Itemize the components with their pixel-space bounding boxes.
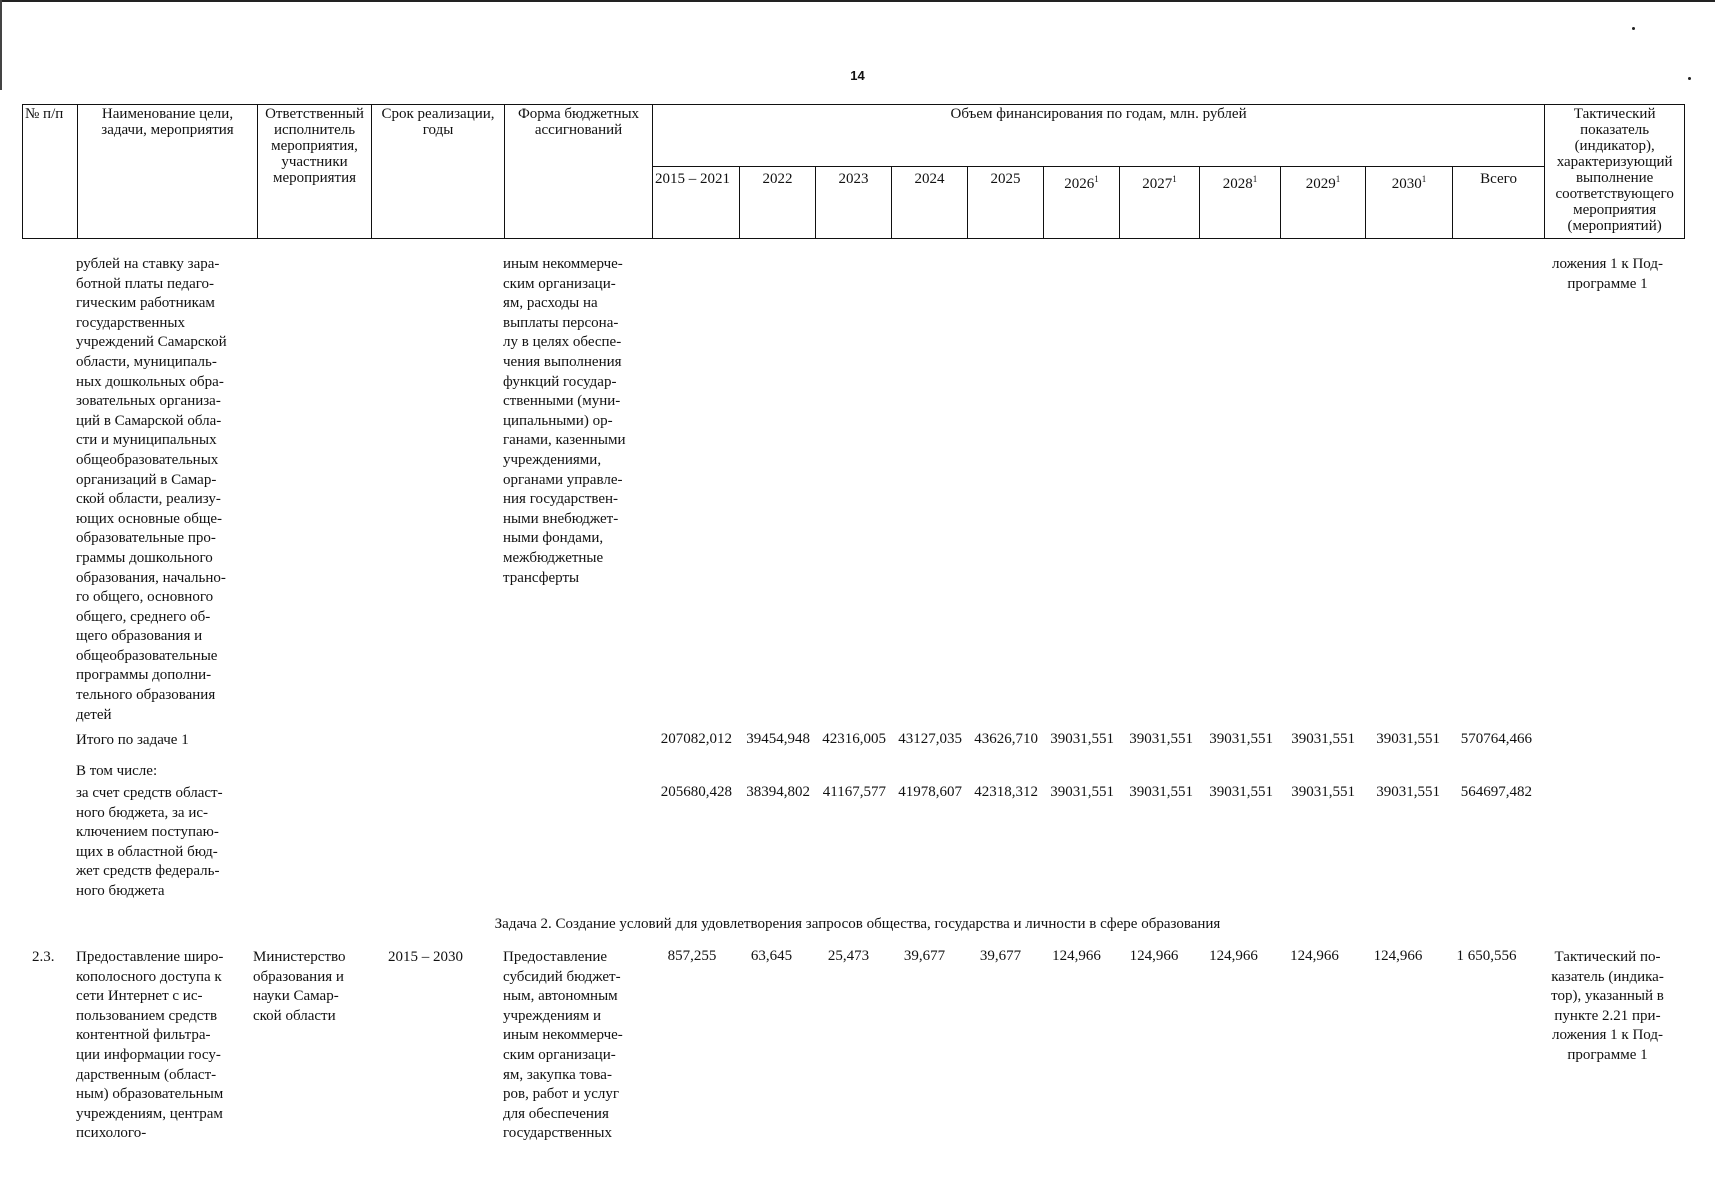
row-2-3-indicator: Тактический по- казатель (индика- тор), указанный в пункте 2.21 при- ложения 1 к Под- программе 1 bbox=[1551, 949, 1664, 1063]
financing-value: 42318,312 bbox=[974, 784, 1038, 800]
cont-row-indicator: ложения 1 к Под- программе 1 bbox=[1552, 256, 1663, 292]
header-year: 2025 bbox=[968, 167, 1044, 239]
header-year: 2015 – 2021 bbox=[653, 167, 740, 239]
financing-value: 39031,551 bbox=[1209, 731, 1273, 747]
financing-value: 38394,802 bbox=[746, 784, 810, 800]
financing-value: 25,473 bbox=[827, 948, 870, 964]
footnote-mark: 1 bbox=[1094, 174, 1099, 184]
footnote-mark: 1 bbox=[1421, 174, 1427, 184]
financing-value: 570764,466 bbox=[1460, 731, 1532, 747]
financing-value: 1 650,556 bbox=[1456, 948, 1517, 964]
row-2-3-form: Предоставление субсидий бюджет- ным, автономным учреждениям и иным некоммерче- ским организаци- ям, закупка това- ров, работ и услуг для обеспечения государственных bbox=[503, 949, 623, 1142]
cont-row-name: рублей на ставку зара- ботной платы педаго- гическим работникам государственных учреждений Самарской области, муниципаль- ных дошкольных обра- зовательных организа- ций в Самарской обла- сти и муниципальных общеобразовательных организаций в Самар- ской области, реализу- ющих основные обще- образовательные про- граммы дошкольного образования, начально- го общего, основного общего, среднего об- щего образования и общеобразовательные программы дополни- тельного образования детей bbox=[76, 256, 227, 723]
financing-value: 39,677 bbox=[979, 948, 1022, 964]
financing-value: 39031,551 bbox=[1129, 731, 1193, 747]
header-col-responsible: Ответственный исполнитель мероприятия, участники мероприятия bbox=[258, 105, 372, 239]
scan-edge-top bbox=[0, 0, 1715, 2]
financing-value: 39031,551 bbox=[1129, 784, 1193, 800]
financing-value: 39031,551 bbox=[1376, 784, 1440, 800]
header-year: 2030$^1$ bbox=[1366, 167, 1453, 239]
financing-value: 39031,551 bbox=[1291, 784, 1355, 800]
cont-row-form: иным некоммерче- ским организаци- ям, расходы на выплаты персона- лу в целях обеспе- чения выполнения функций государ- ственными (муни- ципальными) ор- ганами, казенными учреждениями, органами управле- ния государствен- ными внебюджет- ными фондами, межбюджетные трансферты bbox=[503, 256, 626, 586]
financing-value: 207082,012 bbox=[660, 731, 732, 747]
financing-value: 39031,551 bbox=[1376, 731, 1440, 747]
financing-value: 39031,551 bbox=[1050, 784, 1114, 800]
row-2-3-period: 2015 – 2030 bbox=[388, 949, 463, 965]
header-year: 2028$^1$ bbox=[1200, 167, 1281, 239]
financing-value: 564697,482 bbox=[1460, 784, 1532, 800]
financing-value: 43127,035 bbox=[898, 731, 962, 747]
total-task1-label: Итого по задаче 1 bbox=[76, 732, 189, 748]
header-col-form: Форма бюджетных ассигнований bbox=[505, 105, 653, 239]
financing-value: 43626,710 bbox=[974, 731, 1038, 747]
header-year: 2029$^1$ bbox=[1281, 167, 1366, 239]
financing-value: 124,966 bbox=[1373, 948, 1423, 964]
row-2-3-responsible: Министерство образования и науки Самар- ской области bbox=[253, 949, 346, 1024]
scan-speck bbox=[1632, 27, 1635, 30]
financing-value: 124,966 bbox=[1290, 948, 1339, 964]
financing-value: 124,966 bbox=[1052, 948, 1101, 964]
header-year-total: Всего bbox=[1453, 167, 1545, 239]
financing-value: 63,645 bbox=[750, 948, 793, 964]
financing-value: 41167,577 bbox=[822, 784, 886, 800]
footnote-mark: 1 bbox=[1252, 174, 1258, 184]
row-2-3-number: 2.3. bbox=[32, 949, 55, 965]
task2-title: Задача 2. Создание условий для удовлетворения запросов общества, государства и личности в сфере образования bbox=[494, 916, 1221, 932]
header-year: 2024 bbox=[892, 167, 968, 239]
financing-value: 124,966 bbox=[1209, 948, 1258, 964]
header-col-period: Срок реализации, годы bbox=[372, 105, 505, 239]
regional-budget-label: за счет средств област- ного бюджета, за ис- ключением поступаю- щих в областной бюд- жет средств федераль- ного бюджета bbox=[76, 785, 223, 899]
financing-value: 124,966 bbox=[1129, 948, 1179, 964]
financing-value: 857,255 bbox=[667, 948, 717, 964]
including-label: В том числе: bbox=[76, 763, 158, 779]
header-year: 2023 bbox=[816, 167, 892, 239]
header-col-financing: Объем финансирования по годам, млн. рублей bbox=[653, 105, 1545, 167]
header-col-indicator: Тактический показатель (индикатор), характеризующий выполнение соответствующего мероприятия (мероприятий) bbox=[1545, 105, 1685, 239]
page-number: 14 bbox=[850, 68, 865, 83]
header-col-name: Наименование цели, задачи, мероприятия bbox=[78, 105, 258, 239]
header-year: 2022 bbox=[740, 167, 816, 239]
financing-value: 39,677 bbox=[903, 948, 946, 964]
financing-value: 39454,948 bbox=[746, 731, 810, 747]
financing-value: 41978,607 bbox=[898, 784, 962, 800]
table-header bbox=[22, 104, 1685, 239]
row-2-3-name: Предоставление широ- кополосного доступа к сети Интернет с ис- пользованием средств контентной фильтра- ции информации госу- дарственным (област- ным) образовательным учреждениям, центрам психолого- bbox=[76, 949, 224, 1142]
financing-value: 205680,428 bbox=[660, 784, 732, 800]
header-year: 2027$^1$ bbox=[1120, 167, 1200, 239]
footnote-mark: 1 bbox=[1335, 174, 1341, 184]
header-col-number: № п/п bbox=[23, 105, 78, 239]
financing-value: 39031,551 bbox=[1291, 731, 1355, 747]
financing-value: 39031,551 bbox=[1050, 731, 1114, 747]
footnote-mark: 1 bbox=[1172, 174, 1177, 184]
header-year: 2026$^1$ bbox=[1044, 167, 1120, 239]
financing-value: 39031,551 bbox=[1209, 784, 1273, 800]
financing-value: 42316,005 bbox=[822, 731, 886, 747]
